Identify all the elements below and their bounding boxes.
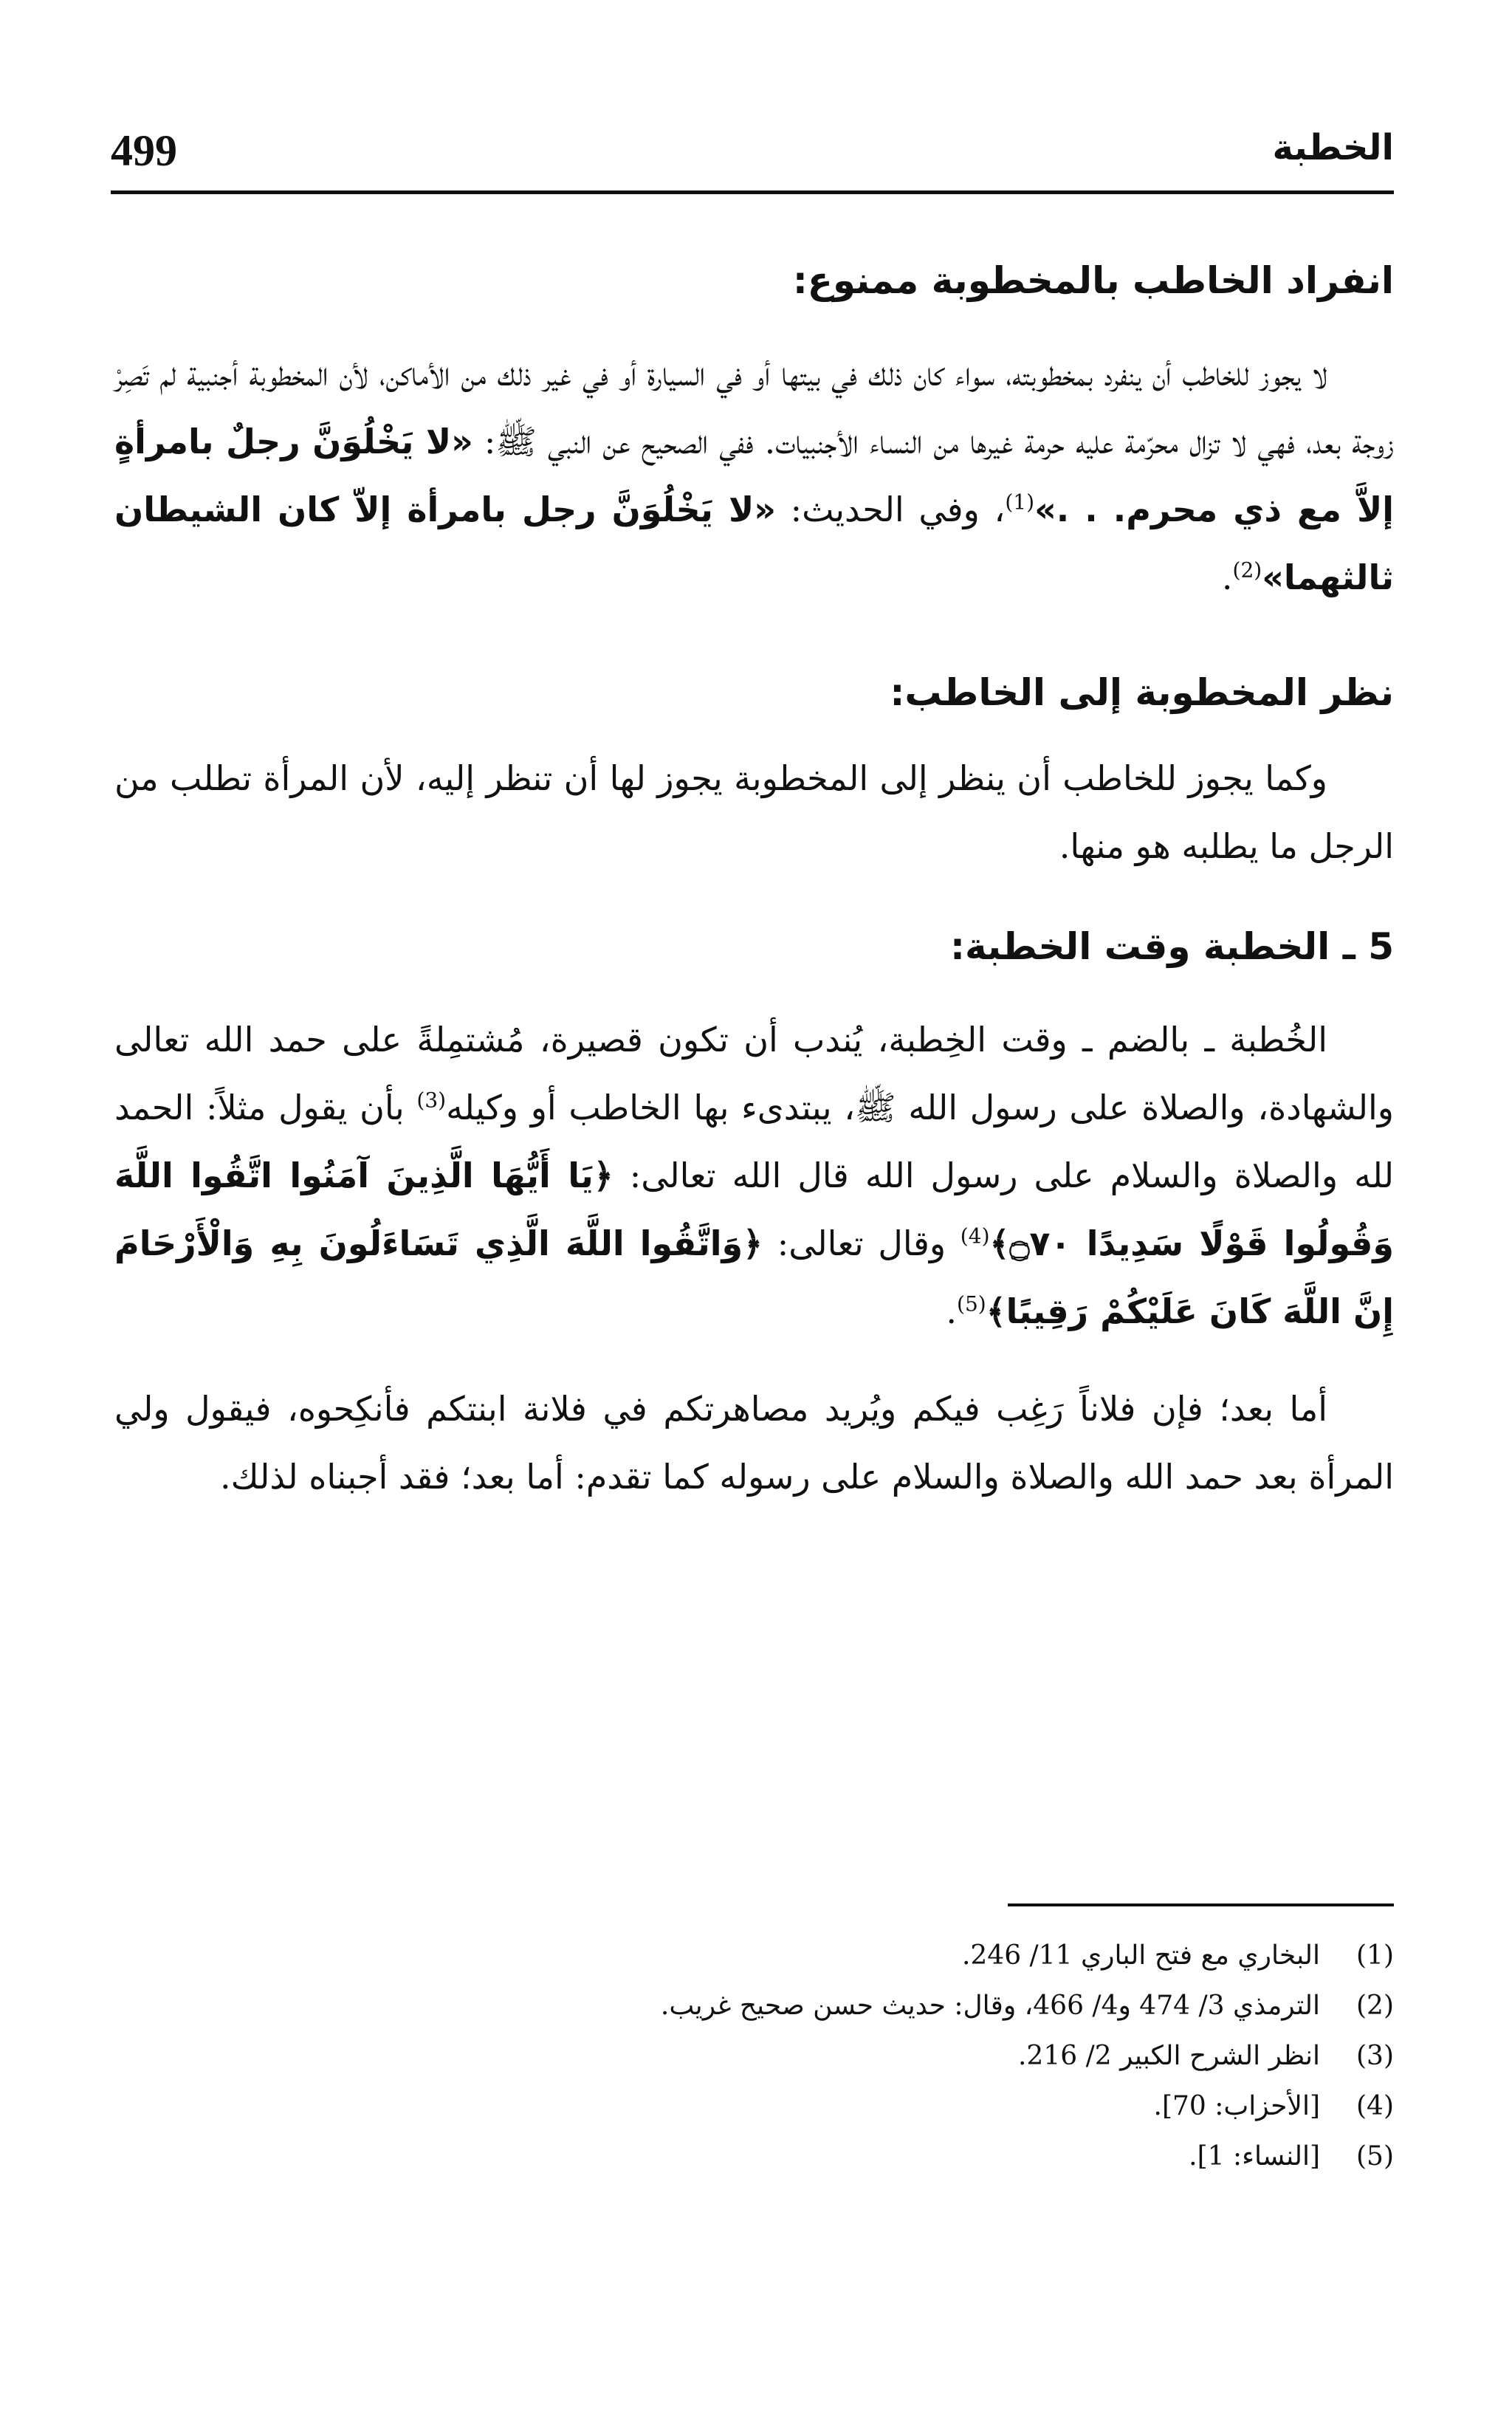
footnote-number: (4)	[1356, 2091, 1394, 2121]
footnote-number: (3)	[1356, 2041, 1394, 2071]
footnote-text: البخاري مع فتح الباري 11/ 246.	[961, 1940, 1320, 1971]
paragraph-text: ، وفي الحديث:	[775, 490, 1006, 529]
paragraph-end: .	[1221, 557, 1233, 597]
footnote-text: انظر الشرح الكبير 2/ 216.	[1017, 2041, 1320, 2071]
hadith-quote: «لا يَخْلُوَنَّ رجلٌ بامرأةٍ إلاَّ مع ذي محرم. . .»	[114, 422, 1394, 529]
footnotes	[114, 1931, 1394, 2182]
paragraph-end: .	[946, 1291, 958, 1331]
footnote-text: الترمذي 3/ 474 و4/ 466، وقال: حديث حسن صحيح غريب.	[660, 1991, 1320, 2021]
footnote-ref: (3)	[416, 1088, 447, 1113]
hadith-quote: «لا يَخْلُوَنَّ رجل بامرأة إلاّ كان الشيطان ثالثهما»	[114, 490, 1394, 597]
footnote-text: [الأحزاب: 70].	[1153, 2091, 1320, 2121]
page-number: 499	[111, 126, 177, 175]
paragraph-proposal: أما بعد؛ فإن فلاناً رَغِب فيكم ويُريد مصاهرتكم في فلانة ابنتكم فأنكِحوه، فيقول ولي المرأة بعد حمد الله والصلاة والسلام على رسوله كما تقدم: أما بعد؛ فقد أجبناه لذلك.	[114, 1389, 1394, 1497]
footnote	[114, 2132, 1394, 2182]
footnote-ref: (5)	[957, 1291, 986, 1316]
footnote	[114, 1931, 1394, 1981]
section-heading-sermon: 5 ـ الخطبة وقت الخطبة:	[949, 925, 1394, 968]
footnote-rule	[1008, 1903, 1394, 1906]
paragraph-viewing: وكما يجوز للخاطب أن ينظر إلى المخطوبة يجوز لها أن تنظر إليه، لأن المرأة تطلب من الرجل ما يطلبه هو منها.	[114, 758, 1394, 866]
footnote-ref: (1)	[1005, 490, 1035, 515]
paragraph-sermon	[114, 1006, 1394, 1345]
paragraph-text: لا يجوز للخاطب أن ينفرد بمخطوبته، سواء كان ذلك في بيتها أو في السيارة أو في غير ذلك من الأماكن، لأن المخطوبة أجنبية لم تَصِرْ زوجة بعد، فهي لا تزال محرّمة عليه حرمة غيرها من النساء الأجنبيات. ففي الصحيح عن النبي ﷺ:	[114, 354, 1394, 461]
footnote	[114, 2081, 1394, 2132]
footnote	[114, 1981, 1394, 2031]
quran-verse: ﴿وَاتَّقُوا اللَّهَ الَّذِي تَسَاءَلُونَ بِهِ وَالْأَرْحَامَ إِنَّ اللَّهَ كَانَ عَلَيْكُمْ رَقِيبًا﴾	[114, 1223, 1394, 1331]
paragraph-text: بأن يقول مثلاً: الحمد لله والصلاة والسلام على رسول الله قال الله تعالى:	[114, 1088, 1394, 1195]
main-text	[114, 251, 1394, 1511]
paragraph-seclusion	[114, 340, 1394, 611]
footnote	[114, 2031, 1394, 2081]
footnote-ref: (2)	[1232, 557, 1262, 583]
footnote-number: (1)	[1356, 1940, 1394, 1971]
footnote-ref: (4)	[960, 1223, 990, 1249]
running-title: الخطبة	[1272, 127, 1394, 168]
paragraph-text: وقال تعالى:	[763, 1223, 961, 1263]
footnote-number: (2)	[1356, 1991, 1394, 2021]
quran-verse: ﴿يَا أَيُّهَا الَّذِينَ آمَنُوا اتَّقُوا اللَّهَ وَقُولُوا قَوْلًا سَدِيدًا ۝٧٠﴾	[114, 1156, 1395, 1263]
footnote-text: [النساء: 1].	[1189, 2141, 1320, 2172]
running-header	[111, 111, 1394, 192]
section-heading-seclusion: انفراد الخاطب بالمخطوبة ممنوع:	[792, 259, 1394, 302]
header-rule	[111, 190, 1394, 194]
section-heading-viewing: نظر المخطوبة إلى الخاطب:	[890, 671, 1394, 714]
footnote-number: (5)	[1356, 2141, 1394, 2172]
paragraph-text: الخُطبة ـ بالضم ـ وقت الخِطبة، يُندب أن تكون قصيرة، مُشتمِلةً على حمد الله تعالى والشهادة، والصلاة على رسول الله ﷺ، يبتدىء بها الخاطب أو وكيله	[114, 1020, 1394, 1127]
